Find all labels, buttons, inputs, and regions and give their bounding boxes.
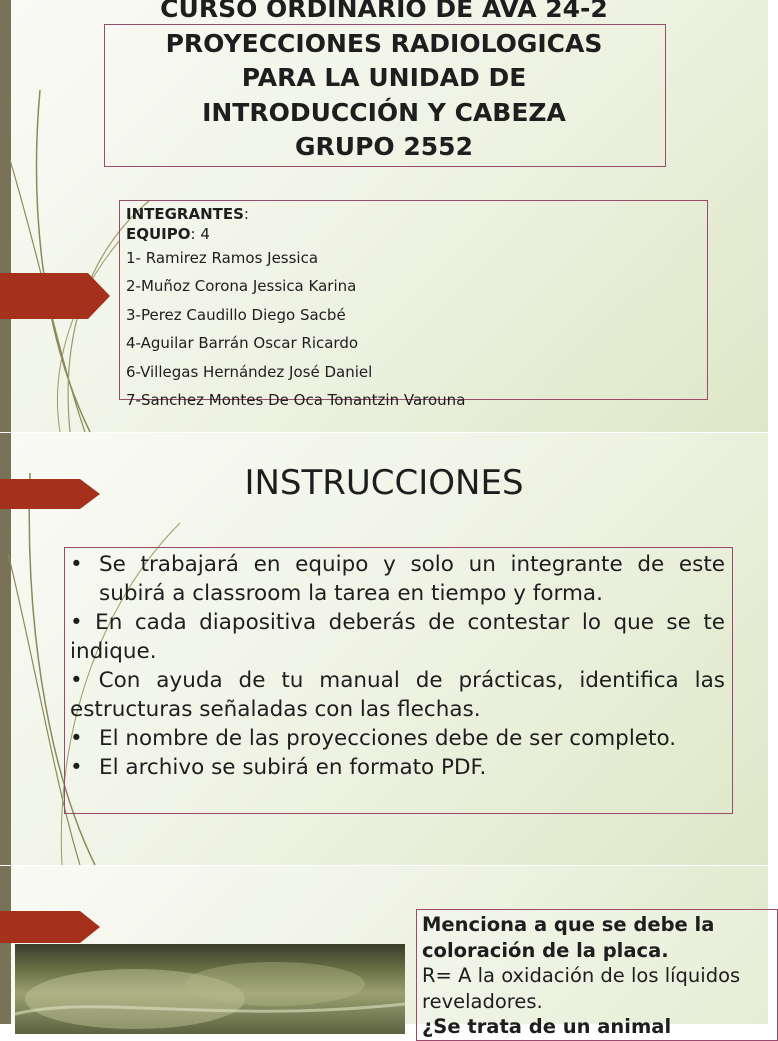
bullet: • xyxy=(70,668,83,693)
radiograph-shapes xyxy=(15,944,405,1034)
member-item: 1- Ramirez Ramos Jessica xyxy=(126,249,319,267)
bullet: • xyxy=(70,610,83,635)
bullet: • xyxy=(70,726,83,751)
instruction-text: Con ayuda de tu manual de prácticas, identifica las estructuras señaladas con las flechas. xyxy=(70,668,725,722)
arrow-marker xyxy=(0,273,110,319)
title-line: INTRODUCCIÓN Y CABEZA xyxy=(202,97,566,127)
slide-title-text xyxy=(104,0,664,165)
question2-text: ¿Se trata de un animal xyxy=(422,1015,672,1038)
instruction-text: El nombre de las proyecciones debe de ser completo. xyxy=(99,726,677,751)
instruction-text: En cada diapositiva deberás de contestar lo que se te indique. xyxy=(70,610,725,664)
member-item: 4-Aguilar Barrán Oscar Ricardo xyxy=(126,334,359,353)
instruction-item xyxy=(70,608,725,666)
answer-text: R= A la oxidación de los líquidos reveladores. xyxy=(422,964,741,1013)
instructions-title: INSTRUCCIONES xyxy=(244,463,524,503)
instructions-list xyxy=(70,550,725,782)
left-accent-bar xyxy=(0,866,11,1024)
members-list xyxy=(126,204,465,414)
radiograph-image xyxy=(15,944,405,1034)
title-line: PROYECCIONES RADIOLOGICAS xyxy=(165,28,603,58)
title-line: CURSO ORDINARIO DE AVA 24-2 xyxy=(160,0,608,23)
integrantes-label: INTEGRANTES xyxy=(126,205,244,223)
slide-title xyxy=(0,0,768,432)
instruction-item xyxy=(70,724,725,753)
equipo-value: : 4 xyxy=(190,225,210,243)
question-text: Menciona a que se debe la coloración de la placa. xyxy=(422,913,715,962)
bullet: • xyxy=(70,552,83,577)
slide-instructions xyxy=(0,433,768,865)
integrantes-suffix: : xyxy=(243,205,249,223)
member-item: 2-Muñoz Corona Jessica Karina xyxy=(126,277,357,296)
title-line: PARA LA UNIDAD DE xyxy=(241,63,527,92)
member-item: 3-Perez Caudillo Diego Sacbé xyxy=(126,305,346,324)
member-item: 7-Sanchez Montes De Oca Tonantzin Varouna xyxy=(126,390,466,409)
member-item: 6-Villegas Hernández José Daniel xyxy=(126,362,373,381)
instruction-text: El archivo se subirá en formato PDF. xyxy=(99,755,487,780)
instruction-item xyxy=(70,550,725,608)
slide-question xyxy=(0,866,768,1038)
instruction-item xyxy=(70,666,725,724)
bullet: • xyxy=(70,755,83,780)
instruction-item xyxy=(70,753,725,782)
question-text-block xyxy=(422,912,762,1040)
title-line: GRUPO 2552 xyxy=(295,132,473,161)
instruction-text: Se trabajará en equipo y solo un integrante de este subirá a classroom la tarea en tiempo y forma. xyxy=(99,552,725,606)
equipo-label: EQUIPO xyxy=(126,225,191,243)
arrow-marker xyxy=(0,911,100,943)
